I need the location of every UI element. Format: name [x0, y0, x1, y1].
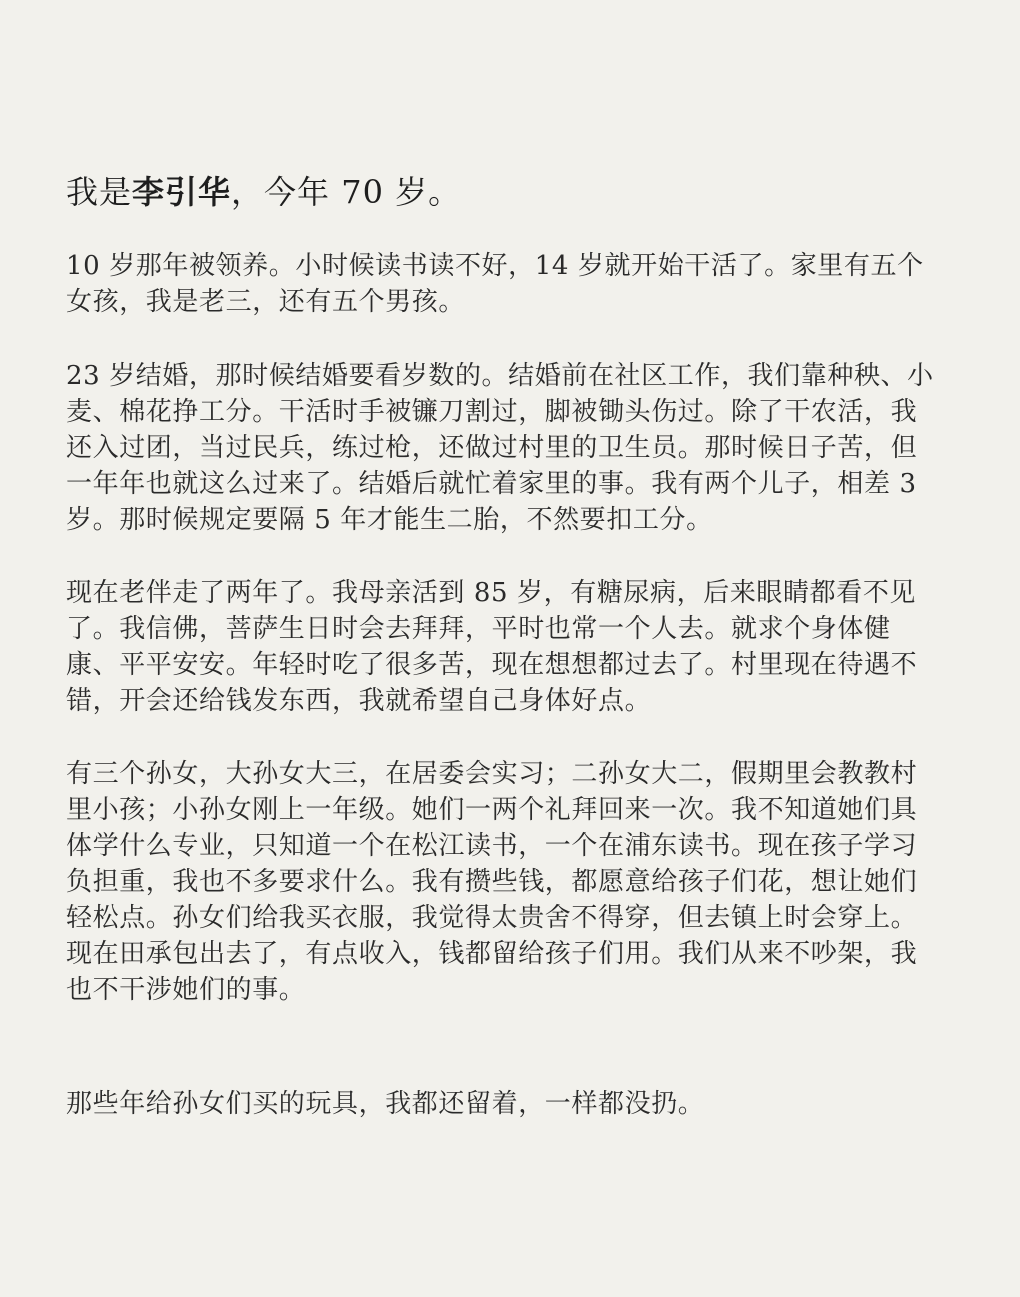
paragraph-line: 麦、棉花挣工分。干活时手被镰刀割过，脚被锄头伤过。除了干农活，我 — [66, 397, 918, 427]
title-name: 李引华 — [132, 173, 232, 211]
paragraph-line: 女孩，我是老三，还有五个男孩。 — [66, 287, 466, 317]
paragraph-line: 轻松点。孙女们给我买衣服，我觉得太贵舍不得穿，但去镇上时会穿上。 — [66, 903, 918, 933]
paragraph-line: 现在田承包出去了，有点收入，钱都留给孩子们用。我们从来不吵架，我 — [66, 939, 918, 969]
paragraph-line: 有三个孙女，大孙女大三，在居委会实习；二孙女大二，假期里会教教村 — [66, 759, 918, 789]
title-prefix: 我是 — [66, 173, 133, 211]
paragraph-line: 23 岁结婚，那时候结婚要看岁数的。结婚前在社区工作，我们靠种秧、小 — [66, 361, 934, 391]
paragraph-line: 康、平平安安。年轻时吃了很多苦，现在想想都过去了。村里现在待遇不 — [66, 650, 918, 680]
paragraph-line: 里小孩；小孙女刚上一年级。她们一两个礼拜回来一次。我不知道她们具 — [66, 795, 918, 825]
paragraph-marriage — [66, 358, 956, 538]
paragraph-toys — [66, 1086, 956, 1122]
paragraph-line: 负担重，我也不多要求什么。我有攒些钱，都愿意给孩子们花，想让她们 — [66, 867, 918, 897]
paragraph-line: 一年年也就这么过来了。结婚后就忙着家里的事。我有两个儿子，相差 3 — [66, 469, 917, 499]
paragraph-line: 了。我信佛，菩萨生日时会去拜拜，平时也常一个人去。就求个身体健 — [66, 614, 891, 644]
paragraph-line: 岁。那时候规定要隔 5 年才能生二胎，不然要扣工分。 — [66, 505, 713, 535]
paragraph-line: 体学什么专业，只知道一个在松江读书，一个在浦东读书。现在孩子学习 — [66, 831, 918, 861]
paragraph-line: 也不干涉她们的事。 — [66, 975, 306, 1005]
paragraph-line: 现在老伴走了两年了。我母亲活到 85 岁，有糖尿病，后来眼睛都看不见 — [66, 578, 917, 608]
paragraph-adoption — [66, 248, 956, 320]
paragraph-line: 错，开会还给钱发东西，我就希望自己身体好点。 — [66, 686, 652, 716]
paragraph-line: 还入过团，当过民兵，练过枪，还做过村里的卫生员。那时候日子苦，但 — [66, 433, 918, 463]
paragraph-present — [66, 575, 956, 719]
page-title — [66, 168, 461, 216]
paragraph-granddaughters — [66, 756, 956, 1008]
paragraph-line: 10 岁那年被领养。小时候读书读不好，14 岁就开始干活了。家里有五个 — [66, 251, 924, 281]
paragraph-line: 那些年给孙女们买的玩具，我都还留着，一样都没扔。 — [66, 1089, 705, 1119]
title-suffix: ，今年 70 岁。 — [231, 173, 462, 211]
